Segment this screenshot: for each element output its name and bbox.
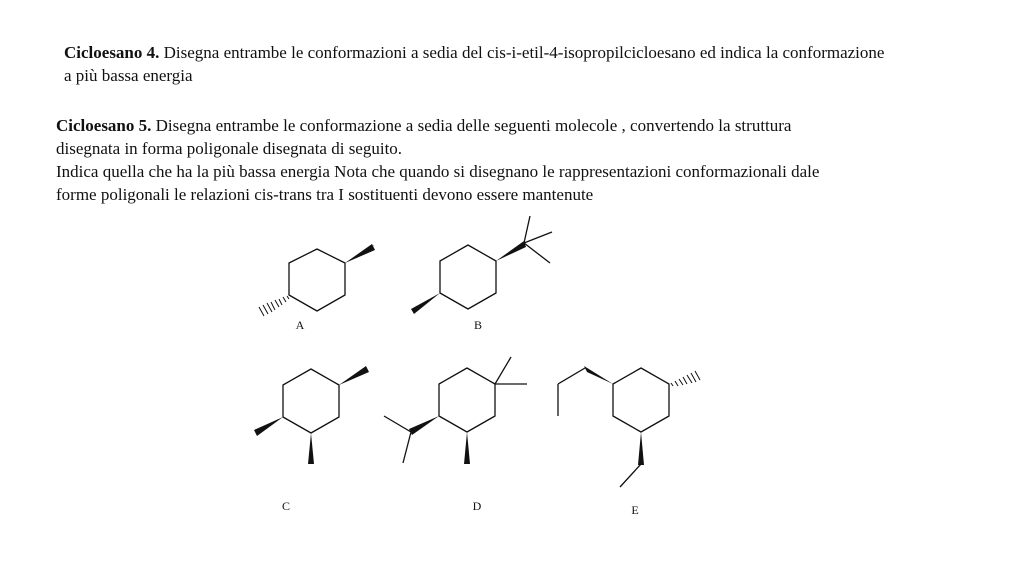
molecule-d-wedge-bond-down	[464, 432, 470, 464]
molecule-e-ring	[613, 368, 669, 432]
molecule-b-ring	[440, 245, 496, 309]
molecule-c	[283, 369, 339, 433]
molecule-c-ring	[283, 369, 339, 433]
molecule-a-label: A	[295, 318, 305, 332]
molecule-d-ring	[439, 368, 495, 432]
molecule-e-label: E	[631, 503, 639, 517]
molecule-a-ring	[289, 249, 345, 311]
cicloesano-5-text-3: Indica quella che ha la più bassa energia Nota che quando si disegnano le rappresentazioni conformazionali dale	[56, 162, 820, 181]
molecule-b-label: B	[473, 318, 483, 332]
molecule-d-label: D	[472, 499, 482, 513]
cicloesano-5-text-2: disegnata in forma poligonale disegnata di seguito.	[56, 139, 403, 158]
cicloesano-5-text-1: Disegna entrambe le conformazione a sedia delle seguenti molecole , convertendo la struttura	[151, 116, 792, 135]
molecule-c-wedge-bond-right	[339, 366, 369, 385]
molecule-c-wedge-bond-left	[254, 417, 283, 436]
molecule-b	[440, 216, 552, 309]
molecule-e	[558, 368, 669, 487]
molecule-a-hash-bond	[259, 296, 289, 316]
molecule-b-wedge-bond-bottom	[411, 293, 440, 314]
cicloesano-4-text-2: a più bassa energia	[64, 66, 193, 85]
cicloesano-5-text-4: forme poligonali le relazioni cis-trans tra I sostituenti devono essere mantenute	[56, 185, 594, 204]
molecule-e-wedge-bond-left	[584, 366, 613, 384]
molecule-c-wedge-bond-down	[308, 433, 314, 464]
molecule-e-wedge-bond-down	[638, 432, 644, 465]
cicloesano-4-title: Cicloesano 4.	[64, 43, 160, 62]
molecule-a	[289, 249, 345, 311]
molecule-c-label: C	[281, 499, 291, 513]
molecule-e-hash-bond	[671, 371, 700, 386]
cicloesano-5-title: Cicloesano 5.	[56, 116, 152, 135]
molecule-b-wedge-bond-top	[496, 241, 526, 261]
molecule-d	[384, 357, 527, 463]
cicloesano-4-text-1: Disegna entrambe le conformazioni a sedia del cis-i-etil-4-isopropilcicloesano ed indica la conformazione	[159, 43, 885, 62]
molecule-d-wedge-bond-left	[409, 416, 439, 435]
